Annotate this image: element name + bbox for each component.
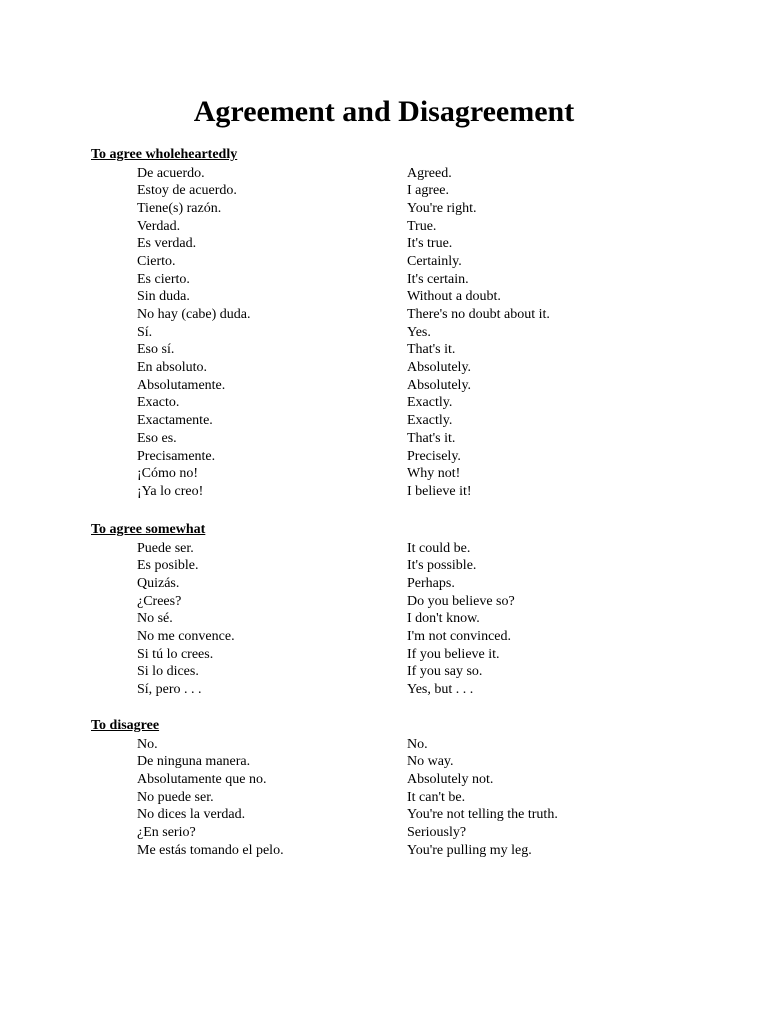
english-translation: Yes, but . . .: [407, 682, 474, 697]
english-translation: That's it.: [407, 342, 456, 358]
spanish-phrase: Es cierto.: [137, 271, 190, 287]
spanish-phrase: Verdad.: [137, 218, 181, 234]
spanish-phrase: ¡Cómo no!: [137, 466, 199, 482]
english-translation: I don't know.: [407, 611, 480, 627]
spanish-phrase: Es verdad.: [137, 236, 197, 252]
spanish-phrase: No.: [137, 736, 158, 752]
phrase-row: [0, 789, 768, 807]
phrase-row: [0, 628, 768, 646]
spanish-phrase: Absolutamente.: [137, 377, 226, 393]
spanish-phrase: Sí, pero . . .: [137, 682, 202, 697]
spanish-phrase: Si tú lo crees.: [137, 646, 214, 662]
phrase-row: [0, 235, 768, 253]
english-translation: I believe it!: [407, 483, 472, 499]
english-translation: Precisely.: [407, 448, 461, 464]
english-translation: Perhaps.: [407, 575, 455, 591]
phrase-row: [0, 575, 768, 593]
phrase-row: [0, 341, 768, 359]
english-translation: It's certain.: [407, 271, 469, 287]
english-translation: Seriously?: [407, 824, 467, 840]
page-title: Agreement and Disagreement: [193, 95, 575, 128]
english-translation: Why not!: [407, 466, 461, 482]
english-translation: Certainly.: [407, 253, 462, 269]
english-translation: There's no doubt about it.: [407, 307, 550, 322]
phrase-row: [0, 842, 768, 860]
spanish-phrase: Exactamente.: [137, 413, 213, 429]
phrase-row: [0, 663, 768, 681]
spanish-phrase: Estoy de acuerdo.: [137, 183, 237, 199]
spanish-phrase: Me estás tomando el pelo.: [137, 842, 284, 858]
english-translation: I agree.: [407, 183, 449, 199]
phrase-row: [0, 218, 768, 236]
phrase-row: [0, 430, 768, 448]
phrase-row: [0, 324, 768, 342]
spanish-phrase: Quizás.: [137, 575, 180, 591]
spanish-phrase: Sí.: [137, 324, 153, 340]
spanish-phrase: Exacto.: [137, 395, 180, 411]
phrase-row: [0, 681, 768, 699]
english-translation: It could be.: [407, 540, 471, 556]
spanish-phrase: ¿Crees?: [137, 593, 182, 609]
phrase-row: [0, 165, 768, 183]
phrase-row: [0, 253, 768, 271]
phrase-row: [0, 771, 768, 789]
english-translation: Without a doubt.: [407, 289, 501, 305]
english-translation: True.: [407, 218, 437, 234]
english-translation: It's possible.: [407, 558, 477, 574]
phrase-row: [0, 483, 768, 501]
phrase-row: [0, 412, 768, 430]
spanish-phrase: Absolutamente que no.: [137, 771, 267, 787]
spanish-phrase: Precisamente.: [137, 448, 216, 464]
phrase-row: [0, 610, 768, 628]
spanish-phrase: Eso es.: [137, 430, 177, 446]
phrase-row: [0, 200, 768, 218]
english-translation: No.: [407, 736, 428, 752]
english-translation: Exactly.: [407, 395, 453, 411]
spanish-phrase: De acuerdo.: [137, 165, 205, 181]
section-heading: To disagree: [91, 718, 160, 733]
phrase-row: [0, 593, 768, 611]
english-translation: Absolutely.: [407, 377, 472, 393]
phrase-row: [0, 394, 768, 412]
spanish-phrase: ¡Ya lo creo!: [137, 483, 204, 499]
english-translation: That's it.: [407, 430, 456, 446]
english-translation: It's true.: [407, 236, 453, 252]
spanish-phrase: De ninguna manera.: [137, 754, 251, 770]
spanish-phrase: No puede ser.: [137, 789, 214, 805]
spanish-phrase: No dices la verdad.: [137, 807, 246, 823]
english-translation: Absolutely.: [407, 360, 472, 376]
english-translation: It can't be.: [407, 789, 466, 805]
english-translation: You're right.: [407, 200, 477, 216]
english-translation: Agreed.: [407, 165, 452, 181]
spanish-phrase: Es posible.: [137, 558, 199, 574]
english-translation: I'm not convinced.: [407, 628, 511, 644]
spanish-phrase: No sé.: [137, 611, 173, 627]
phrase-row: [0, 377, 768, 395]
section-heading: To agree wholeheartedly: [91, 147, 238, 162]
english-translation: If you believe it.: [407, 646, 500, 662]
spanish-phrase: Si lo dices.: [137, 664, 199, 680]
spanish-phrase: En absoluto.: [137, 360, 207, 376]
spanish-phrase: Eso sí.: [137, 342, 175, 358]
english-translation: You're pulling my leg.: [407, 842, 532, 858]
english-translation: Yes.: [407, 324, 431, 340]
spanish-phrase: No me convence.: [137, 628, 235, 644]
phrase-row: [0, 753, 768, 771]
phrase-list: [0, 736, 768, 860]
english-translation: No way.: [407, 754, 454, 770]
spanish-phrase: No hay (cabe) duda.: [137, 307, 251, 322]
phrase-list: [0, 540, 768, 699]
english-translation: If you say so.: [407, 664, 483, 680]
english-translation: You're not telling the truth.: [407, 807, 558, 823]
section-heading: To agree somewhat: [91, 522, 206, 537]
phrase-row: [0, 806, 768, 824]
phrase-row: [0, 288, 768, 306]
phrase-row: [0, 465, 768, 483]
phrase-row: [0, 359, 768, 377]
phrase-row: [0, 557, 768, 575]
english-translation: Absolutely not.: [407, 771, 494, 787]
phrase-row: [0, 736, 768, 754]
spanish-phrase: Tiene(s) razón.: [137, 200, 222, 216]
english-translation: Do you believe so?: [407, 593, 515, 609]
english-translation: Exactly.: [407, 413, 453, 429]
spanish-phrase: Puede ser.: [137, 540, 194, 556]
phrase-row: [0, 306, 768, 324]
spanish-phrase: ¿En serio?: [137, 824, 196, 840]
phrase-row: [0, 182, 768, 200]
phrase-row: [0, 824, 768, 842]
phrase-row: [0, 271, 768, 289]
phrase-row: [0, 540, 768, 558]
spanish-phrase: Sin duda.: [137, 289, 190, 305]
spanish-phrase: Cierto.: [137, 253, 176, 269]
phrase-row: [0, 448, 768, 466]
phrase-row: [0, 646, 768, 664]
phrase-list: [0, 165, 768, 501]
